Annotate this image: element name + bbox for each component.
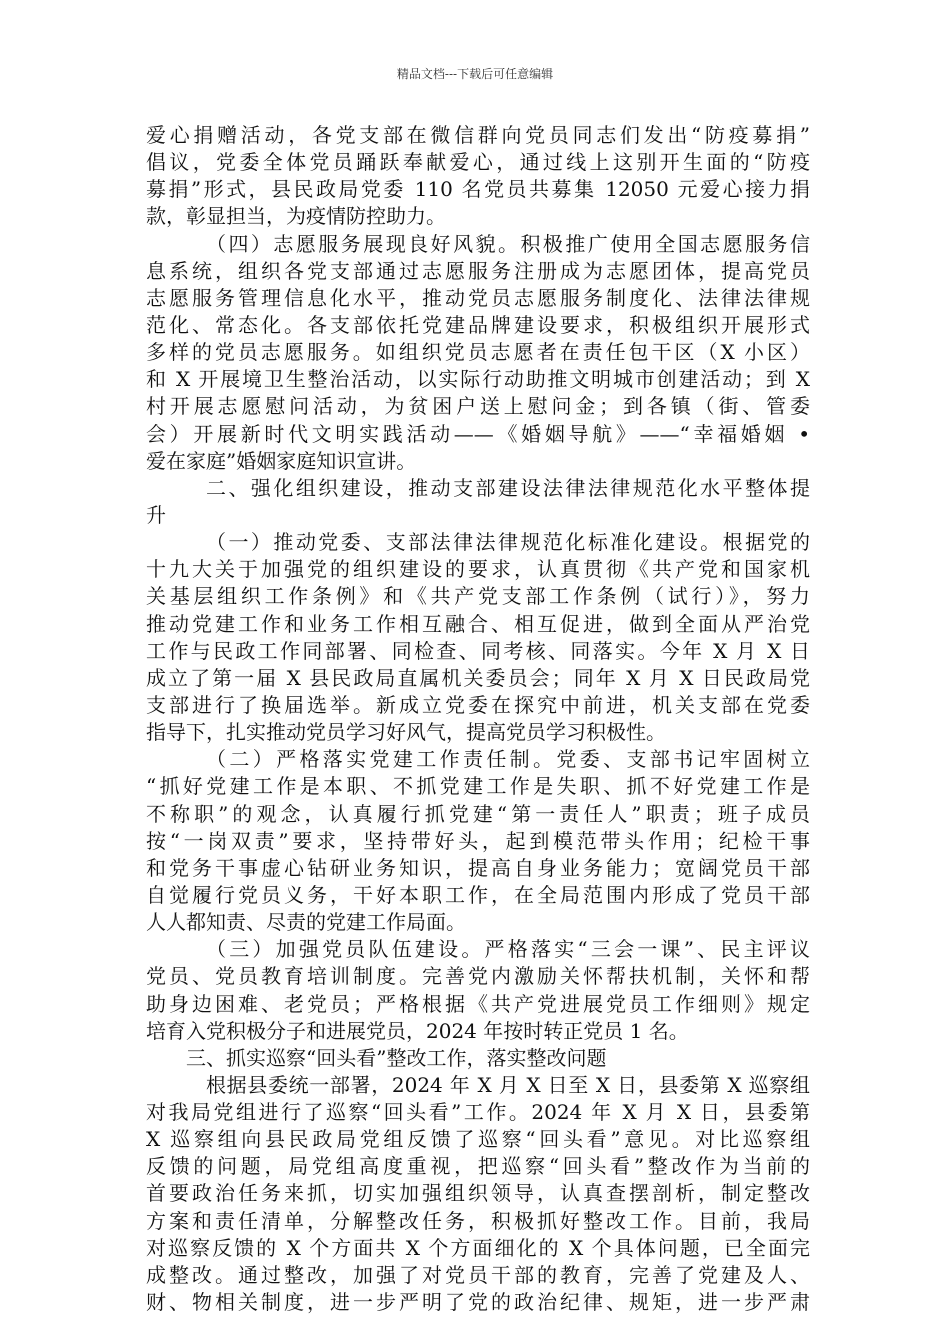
text-line: 爱心捐赠活动，各党支部在微信群向党员同志们发出“防疫募捐” [146,123,810,147]
text-line: 自觉履行党员义务，干好本职工作，在全局范围内形成了党员干部 [146,882,810,907]
text-line: 对巡察反馈的 X 个方面共 X 个方面细化的 X 个具体问题，已全面完 [146,1235,810,1260]
text-line: 不称职”的观念，认真履行抓党建“第一责任人”职责；班子成员 [146,801,810,826]
text-line: 款，彰显担当，为疫情防控助力。 [146,204,446,229]
text-line: 村开展志愿慰问活动，为贫困户送上慰问金；到各镇（街、管委 [146,394,810,419]
section-heading-line: 三、抓实巡察“回头看”整改工作，落实整改问题 [186,1045,607,1070]
text-line: 培育入党积极分子和进展党员，2024 年按时转正党员 1 名。 [146,1018,689,1043]
text-line: 倡议，党委全体党员踊跃奉献爱心，通过线上这别开生面的“防疫 [146,150,810,175]
text-line: 按“一岗双责”要求，坚持带好头，起到模范带头作用；纪检干事 [146,828,810,853]
text-line: 范化、常态化。各支部依托党建品牌建设要求，积极组织开展形式 [146,312,810,337]
page-header: 精品文档---下载后可任意编辑 [396,67,554,81]
text-line: 十九大关于加强党的组织建设的要求，认真贯彻《共产党和国家机 [146,557,810,582]
text-line: 爱在家庭”婚姻家庭知识宣讲。 [146,448,417,473]
text-line: 助身边困难、老党员；严格根据《共产党进展党员工作细则》规定 [146,991,810,1016]
section-heading-line: （二）严格落实党建工作责任制。党委、支部书记牢固树立 [206,747,810,772]
text-line: 息系统，组织各党支部通过志愿服务注册成为志愿团体，提高党员 [146,258,810,283]
text-line: 募捐”形式，县民政局党委 110 名党员共募集 12050 元爱心接力捐 [146,177,810,202]
text-line: 成立了第一届 X 县民政局直属机关委员会；同年 X 月 X 日民政局党 [146,665,810,690]
text-line: “抓好党建工作是本职、不抓党建工作是失职、抓不好党建工作是 [146,774,810,799]
text-line: 推动党建工作和业务工作相互融合、相互促进，做到全面从严治党 [146,611,810,636]
text-line: 党员、党员教育培训制度。完善党内激励关怀帮扶机制，关怀和帮 [146,964,810,989]
text-line: X 巡察组向县民政局党组反馈了巡察“回头看”意见。对比巡察组 [146,1127,810,1152]
text-line: 首要政治任务来抓，切实加强组织领导，认真查摆剖析，制定整改 [146,1181,810,1206]
section-heading-line: 二、强化组织建设，推动支部建设法律法律规范化水平整体提 [206,475,810,500]
section-heading-line: （一）推动党委、支部法律法律规范化标准化建设。根据党的 [206,530,810,555]
text-line: 支部进行了换届选举。新成立党委在探究中前进，机关支部在党委 [146,692,810,717]
text-line: 会）开展新时代文明实践活动——《婚姻导航》——“幸福婚姻 • [146,421,810,446]
text-line: 工作与民政工作同部署、同检查、同考核、同落实。今年 X 月 X 日 [146,638,810,663]
section-heading-line: 升 [146,502,166,527]
text-line: 人人都知责、尽责的党建工作局面。 [146,910,466,935]
text-line: 对我局党组进行了巡察“回头看”工作。2024 年 X 月 X 日，县委第 [146,1100,810,1125]
section-heading-line: （四）志愿服务展现良好风貌。积极推广使用全国志愿服务信 [206,231,810,256]
text-line: 反馈的问题，局党组高度重视，把巡察“回头看”整改作为当前的 [146,1154,810,1179]
section-heading-line: （三）加强党员队伍建设。严格落实“三会一课”、民主评议 [206,937,810,962]
text-line: 多样的党员志愿服务。如组织党员志愿者在责任包干区（X 小区） [146,340,810,365]
text-line: 关基层组织工作条例》和《共产党支部工作条例（试行）》，努力 [146,584,810,609]
text-line: 和 X 开展境卫生整治活动，以实际行动助推文明城市创建活动；到 X [146,367,810,392]
text-line: 根据县委统一部署，2024 年 X 月 X 日至 X 日，县委第 X 巡察组 [206,1072,810,1097]
document-body [146,122,810,1316]
text-line: 财、物相关制度，进一步严明了党的政治纪律、规矩，进一步严肃 [146,1290,810,1315]
text-line: 方案和责任清单，分解整改任务，积极抓好整改工作。目前，我局 [146,1208,810,1233]
text-line: 志愿服务管理信息化水平，推动党员志愿服务制度化、法律法律规 [146,285,810,310]
text-line: 成整改。通过整改，加强了对党员干部的教育，完善了党建及人、 [146,1262,810,1287]
text-line: 指导下，扎实推动党员学习好风气，提高党员学习积极性。 [146,720,666,745]
text-line: 和党务干事虚心钻研业务知识，提高自身业务能力；宽阔党员干部 [146,855,810,880]
